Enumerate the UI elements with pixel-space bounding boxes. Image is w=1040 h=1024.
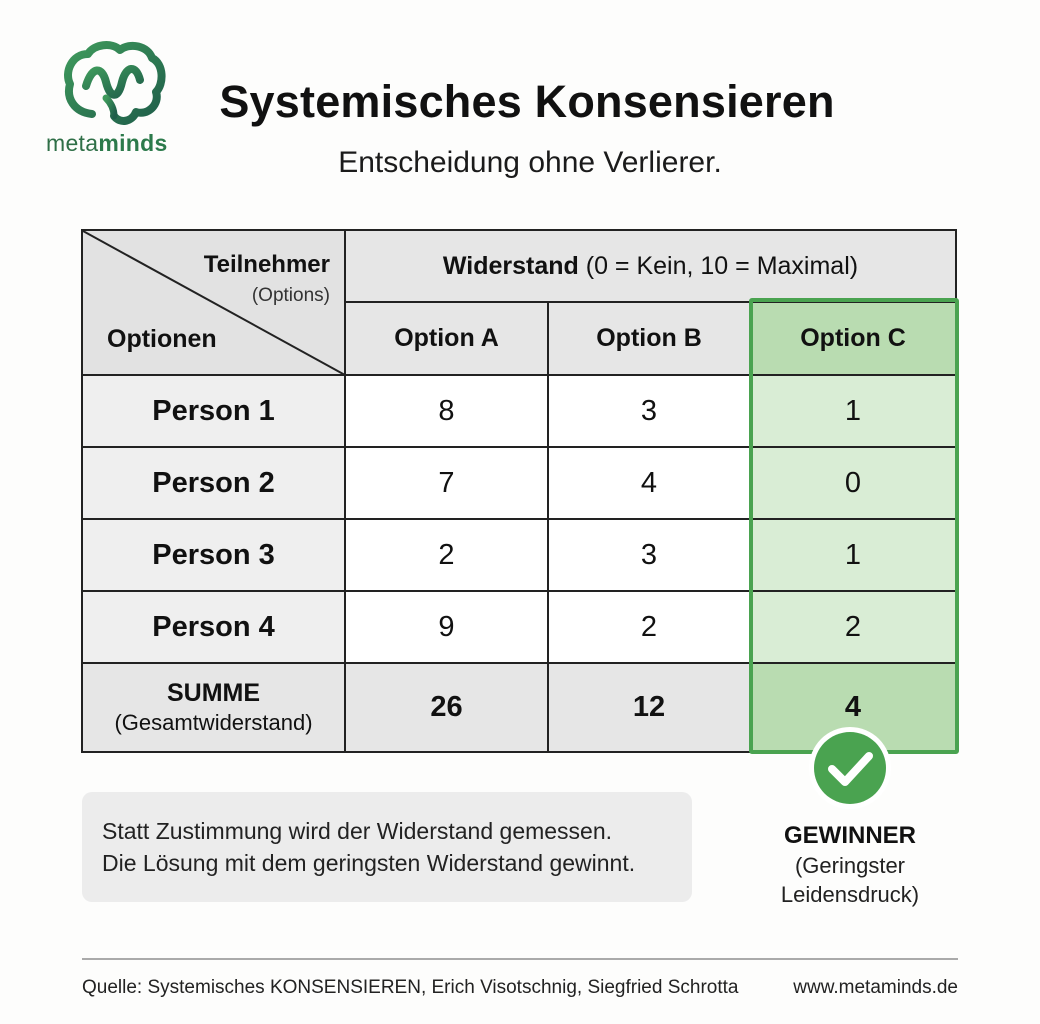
resistance-header-scale: (0 = Kein, 10 = Maximal) <box>578 251 859 280</box>
row-label-sum <box>81 662 346 753</box>
cell-p2-b: 4 <box>547 446 751 520</box>
cell-p4-c: 2 <box>749 590 957 664</box>
check-icon <box>808 726 892 810</box>
footer-source: Quelle: Systemisches KONSENSIEREN, Erich Visotschnig, Siegfried Schrotta <box>82 977 739 998</box>
table-corner-cell <box>81 229 346 376</box>
winner-sub-1: (Geringster <box>794 853 906 878</box>
column-header-option-b: Option B <box>547 301 751 376</box>
column-header-option-a: Option A <box>344 301 549 376</box>
corner-options-label: Optionen <box>107 325 217 353</box>
column-header-option-c: Option C <box>749 301 957 376</box>
explanation-note <box>82 792 692 902</box>
cell-p2-c: 0 <box>749 446 957 520</box>
corner-participants-label: Teilnehmer <box>203 251 330 278</box>
cell-p3-a: 2 <box>344 518 549 592</box>
sum-option-a: 26 <box>344 662 549 753</box>
note-line-2: Die Lösung mit dem geringsten Widerstand gewinnt. <box>102 850 636 876</box>
sum-option-c: 4 <box>749 662 957 753</box>
cell-p1-c: 1 <box>749 374 957 448</box>
brand-name-regular: meta <box>46 130 99 156</box>
page-title: Systemisches Konsensieren <box>219 76 835 127</box>
sum-sublabel: (Gesamtwiderstand) <box>114 709 313 735</box>
note-line-1: Statt Zustimmung wird der Widerstand gemessen. <box>102 818 613 844</box>
row-label-person-1: Person 1 <box>81 374 346 448</box>
cell-p4-a: 9 <box>344 590 549 664</box>
resistance-table <box>82 230 958 754</box>
cell-p2-a: 7 <box>344 446 549 520</box>
winner-label: GEWINNER <box>784 822 916 849</box>
row-label-person-2: Person 2 <box>81 446 346 520</box>
cell-p1-a: 8 <box>344 374 549 448</box>
corner-participants-sub: (Options) <box>251 285 330 306</box>
footer-url[interactable]: www.metaminds.de <box>793 977 958 998</box>
cell-p3-c: 1 <box>749 518 957 592</box>
winner-sub-2: Leidensdruck) <box>780 882 920 907</box>
footer-divider <box>82 958 958 960</box>
resistance-header-bold: Widerstand <box>442 251 579 280</box>
row-label-person-4: Person 4 <box>81 590 346 664</box>
cell-p1-b: 3 <box>547 374 751 448</box>
cell-p3-b: 3 <box>547 518 751 592</box>
sum-label: SUMME <box>166 678 261 707</box>
page-subtitle: Entscheidung ohne Verlierer. <box>338 146 722 179</box>
cell-p4-b: 2 <box>547 590 751 664</box>
sum-option-b: 12 <box>547 662 751 753</box>
resistance-header <box>344 229 957 303</box>
winner-label-block <box>760 822 940 908</box>
brand-name-bold: minds <box>98 130 168 156</box>
row-label-person-3: Person 3 <box>81 518 346 592</box>
